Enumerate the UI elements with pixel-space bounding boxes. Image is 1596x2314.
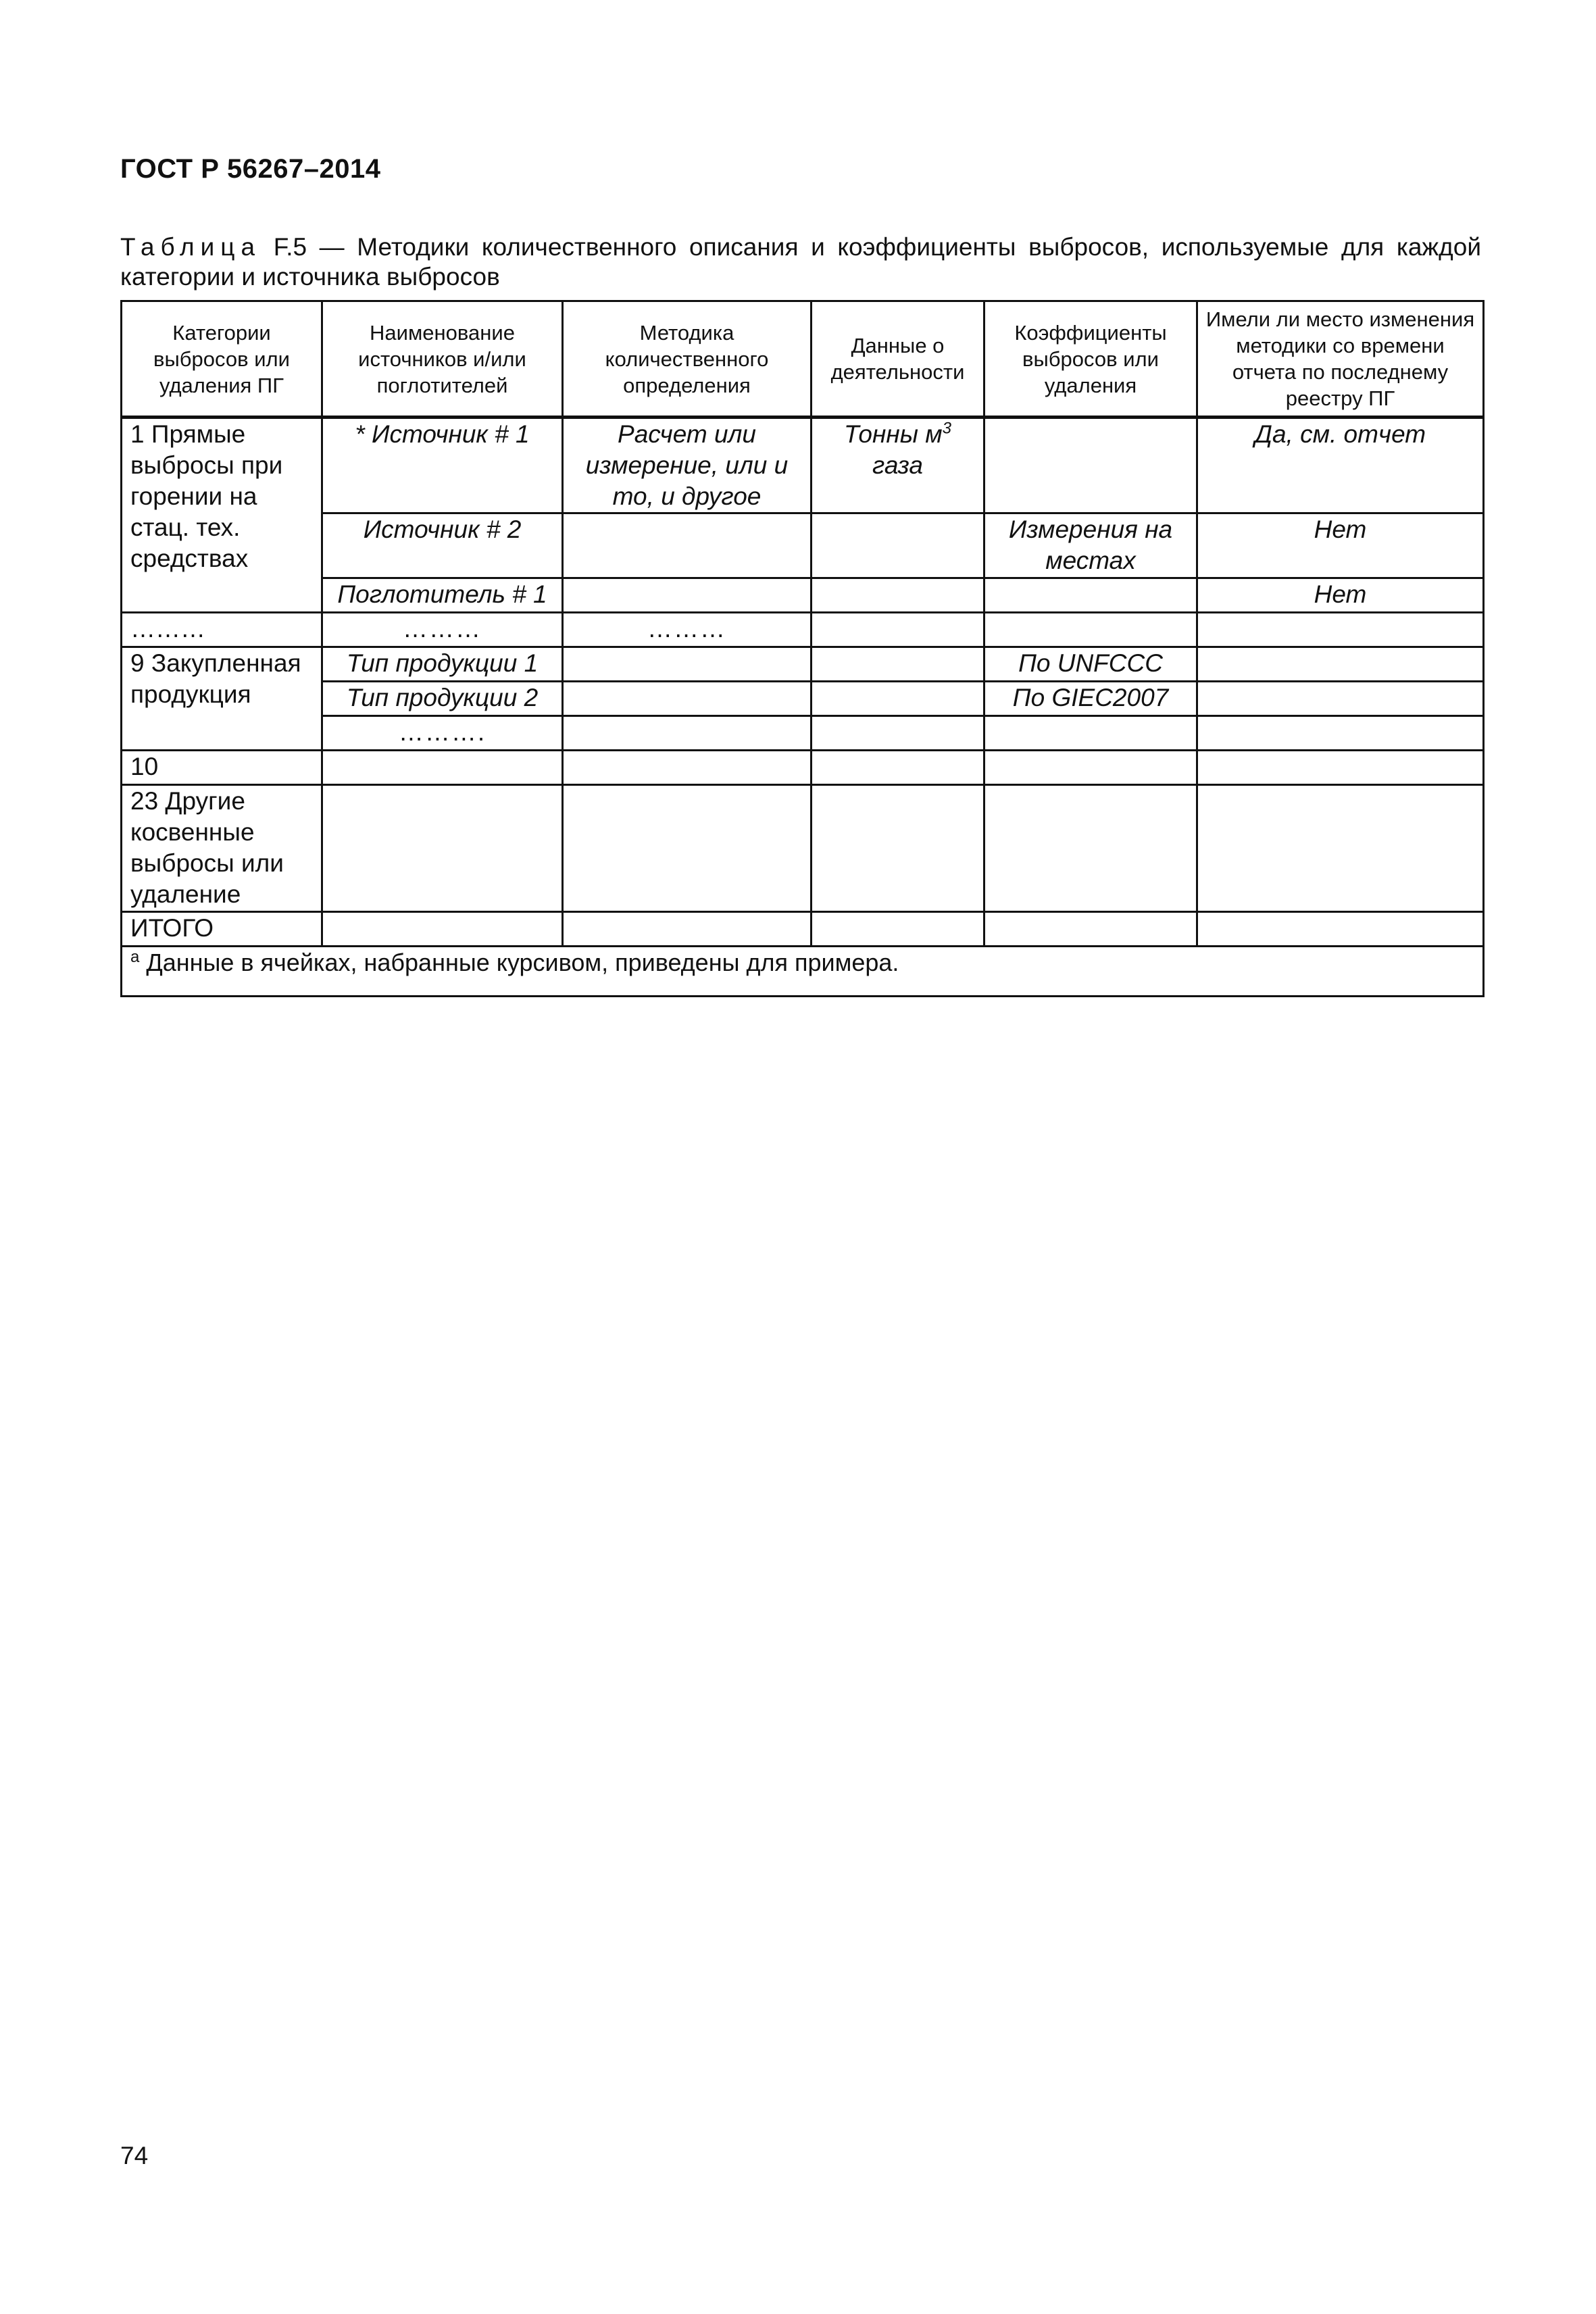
table-row [122, 716, 1484, 751]
coefficient-cell [984, 613, 1197, 647]
category-cell: 1 Прямые выбросы при горении на стац. тех. средствах [122, 418, 322, 613]
category-cell: 9 Закупленная продукция [122, 647, 322, 751]
activity-cell [812, 716, 984, 751]
activity-gas: газа [872, 451, 923, 479]
activity-cell [812, 682, 984, 716]
page-number: 74 [120, 2142, 149, 2169]
change-cell [1197, 613, 1484, 647]
method-cell [563, 751, 812, 785]
source-cell: Тип продукции 1 [322, 647, 563, 682]
source-cell: ………. [322, 716, 563, 751]
source-cell [322, 785, 563, 912]
header-source: Наименование источников и/или поглотителей [322, 301, 563, 418]
activity-cell [812, 751, 984, 785]
activity-cell [812, 418, 984, 513]
activity-cell [812, 785, 984, 912]
methods-table [120, 300, 1485, 997]
table-row [122, 912, 1484, 947]
footnote-text: Данные в ячейках, набранные курсивом, приведены для примера. [139, 949, 899, 976]
coefficient-cell: По GIEC2007 [984, 682, 1197, 716]
method-cell [563, 647, 812, 682]
coefficient-cell [984, 716, 1197, 751]
table-row [122, 647, 1484, 682]
table-caption-text: F.5 — Методики количественного описания и коэффициенты выбросов, используемые для каждой категории и источника выбросов [120, 233, 1481, 291]
table-row [122, 682, 1484, 716]
category-cell: 10 [122, 751, 322, 785]
method-cell [563, 785, 812, 912]
method-cell: ……… [563, 613, 812, 647]
source-cell [322, 751, 563, 785]
activity-cell [812, 578, 984, 613]
change-cell [1197, 682, 1484, 716]
table-row [122, 613, 1484, 647]
coefficient-cell [984, 785, 1197, 912]
method-cell: Расчет или измерение, или и то, и другое [563, 418, 812, 513]
source-cell: * Источник # 1 [322, 418, 563, 513]
change-cell [1197, 785, 1484, 912]
document-header: ГОСТ Р 56267–2014 [120, 154, 381, 184]
change-cell [1197, 912, 1484, 947]
footnote-row [122, 947, 1484, 997]
change-cell: Нет [1197, 513, 1484, 578]
activity-cell [812, 613, 984, 647]
table-caption [120, 232, 1481, 292]
total-cell: ИТОГО [122, 912, 322, 947]
table-caption-label: Таблица [120, 233, 261, 261]
change-cell: Нет [1197, 578, 1484, 613]
source-cell [322, 912, 563, 947]
method-cell [563, 682, 812, 716]
table-header-row [122, 301, 1484, 418]
coefficient-cell: Измерения на местах [984, 513, 1197, 578]
source-cell: Поглотитель # 1 [322, 578, 563, 613]
table-row [122, 578, 1484, 613]
change-cell [1197, 716, 1484, 751]
change-cell [1197, 751, 1484, 785]
method-cell [563, 513, 812, 578]
table-row [122, 751, 1484, 785]
method-cell [563, 716, 812, 751]
coefficient-cell [984, 418, 1197, 513]
coefficient-cell [984, 578, 1197, 613]
method-cell [563, 578, 812, 613]
activity-unit: Тонны м [844, 420, 943, 448]
table-row [122, 785, 1484, 912]
source-cell: Тип продукции 2 [322, 682, 563, 716]
activity-cell [812, 912, 984, 947]
activity-cell [812, 647, 984, 682]
method-cell [563, 912, 812, 947]
table-row [122, 418, 1484, 513]
category-cell: ……… [122, 613, 322, 647]
activity-unit-superscript: 3 [942, 419, 951, 438]
activity-cell [812, 513, 984, 578]
source-cell: ……… [322, 613, 563, 647]
header-category: Категории выбросов или удаления ПГ [122, 301, 322, 418]
coefficient-cell [984, 912, 1197, 947]
header-activity: Данные о деятельности [812, 301, 984, 418]
table-footnote [122, 947, 1484, 997]
header-changes: Имели ли место изменения методики со времени отчета по последнему реестру ПГ [1197, 301, 1484, 418]
coefficient-cell [984, 751, 1197, 785]
category-cell: 23 Другие косвенные выбросы или удаление [122, 785, 322, 912]
header-method: Методика количественного определения [563, 301, 812, 418]
table-row [122, 513, 1484, 578]
change-cell: Да, см. отчет [1197, 418, 1484, 513]
change-cell [1197, 647, 1484, 682]
header-coefficients: Коэффициенты выбросов или удаления [984, 301, 1197, 418]
footnote-mark: a [130, 948, 140, 966]
source-cell: Источник # 2 [322, 513, 563, 578]
coefficient-cell: По UNFCCC [984, 647, 1197, 682]
